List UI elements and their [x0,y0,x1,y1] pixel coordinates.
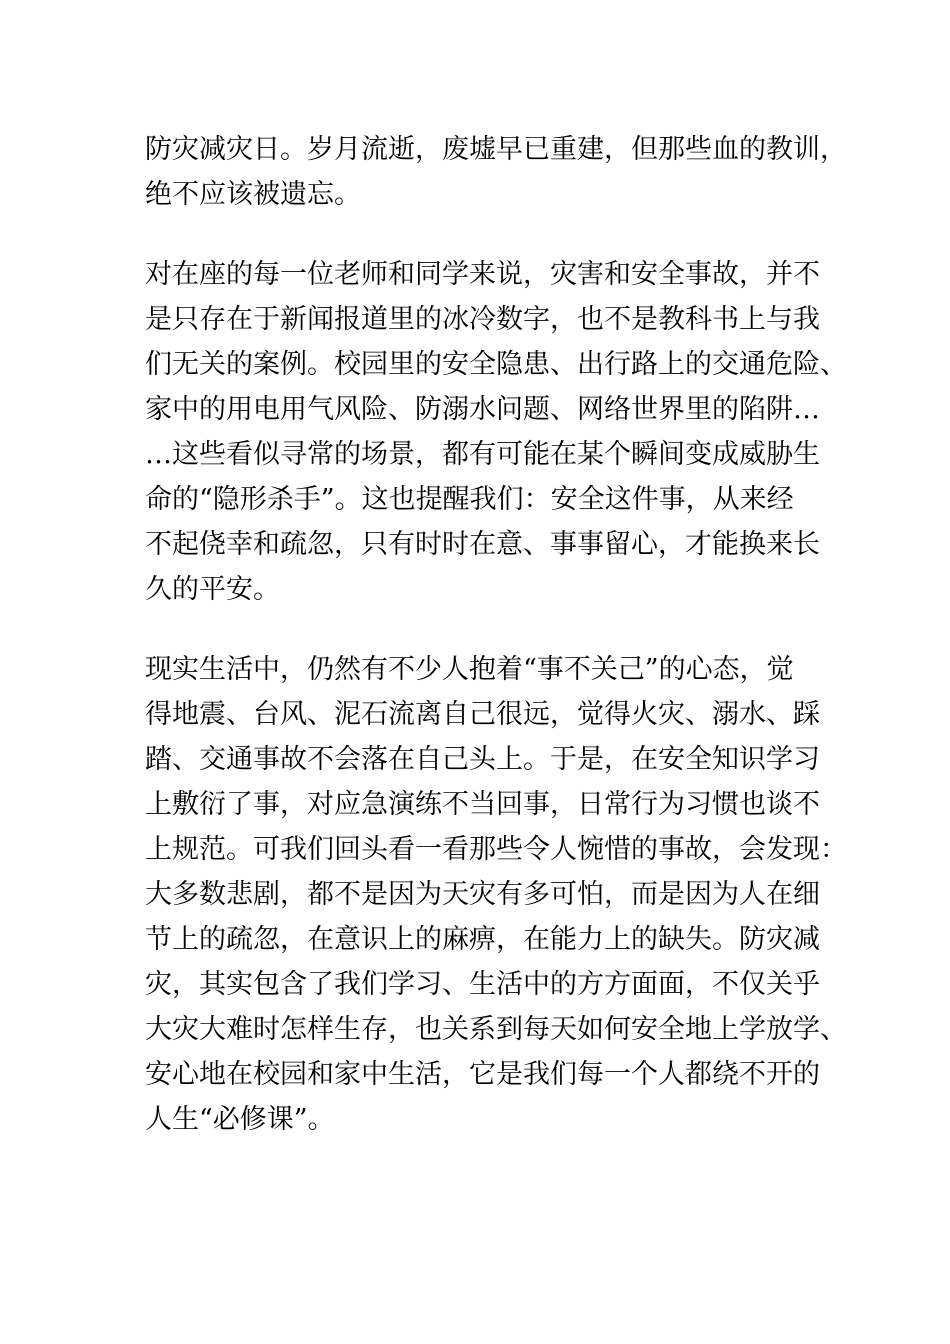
text-line: 现实生活中，仍然有不少人抱着“事不关己”的心态，觉 [145,654,794,685]
text-line: 们无关的案例。校园里的安全隐患、出行路上的交通危险、 [145,349,847,380]
text-line: 上敷衍了事，对应急演练不当回事，日常行为习惯也谈不 [145,789,820,820]
text-line: 久的平安。 [145,574,280,605]
text-line: 不起侥幸和疏忽，只有时时在意、事事留心，才能换来长 [145,529,820,560]
text-line: 得地震、台风、泥石流离自己很远，觉得火灾、溺水、踩 [145,699,820,730]
text-line: 大多数悲剧，都不是因为天灾有多可怕，而是因为人在细 [145,879,820,910]
text-line: 大灾大难时怎样生存，也关系到每天如何安全地上学放学、 [145,1014,847,1045]
text-line: 灾，其实包含了我们学习、生活中的方方面面，不仅关乎 [145,969,820,1000]
text-line: 命的“隐形杀手”。这也提醒我们：安全这件事，从来经 [145,484,794,515]
text-line: 节上的疏忽，在意识上的麻痹，在能力上的缺失。防灾减 [145,924,820,955]
text-line: …这些看似寻常的场景，都有可能在某个瞬间变成威胁生 [145,439,820,470]
text-line: 上规范。可我们回头看一看那些令人惋惜的事故，会发现： [145,834,847,865]
paragraph-2 [145,252,847,612]
text-line: 防灾减灾日。岁月流逝，废墟早已重建，但那些血的教训， [145,134,847,165]
paragraph-3 [145,647,847,1142]
text-line: 安心地在校园和家中生活，它是我们每一个人都绕不开的 [145,1059,820,1090]
document-body [145,127,847,1142]
paragraph-1 [145,127,847,217]
text-line: 对在座的每一位老师和同学来说，灾害和安全事故，并不 [145,259,820,290]
text-line: 绝不应该被遗忘。 [145,179,361,210]
text-line: 是只存在于新闻报道里的冰冷数字，也不是教科书上与我 [145,304,820,335]
text-line: 人生“必修课”。 [145,1104,335,1135]
text-line: 踏、交通事故不会落在自己头上。于是，在安全知识学习 [145,744,820,775]
text-line: 家中的用电用气风险、防溺水问题、网络世界里的陷阱… [145,394,820,425]
